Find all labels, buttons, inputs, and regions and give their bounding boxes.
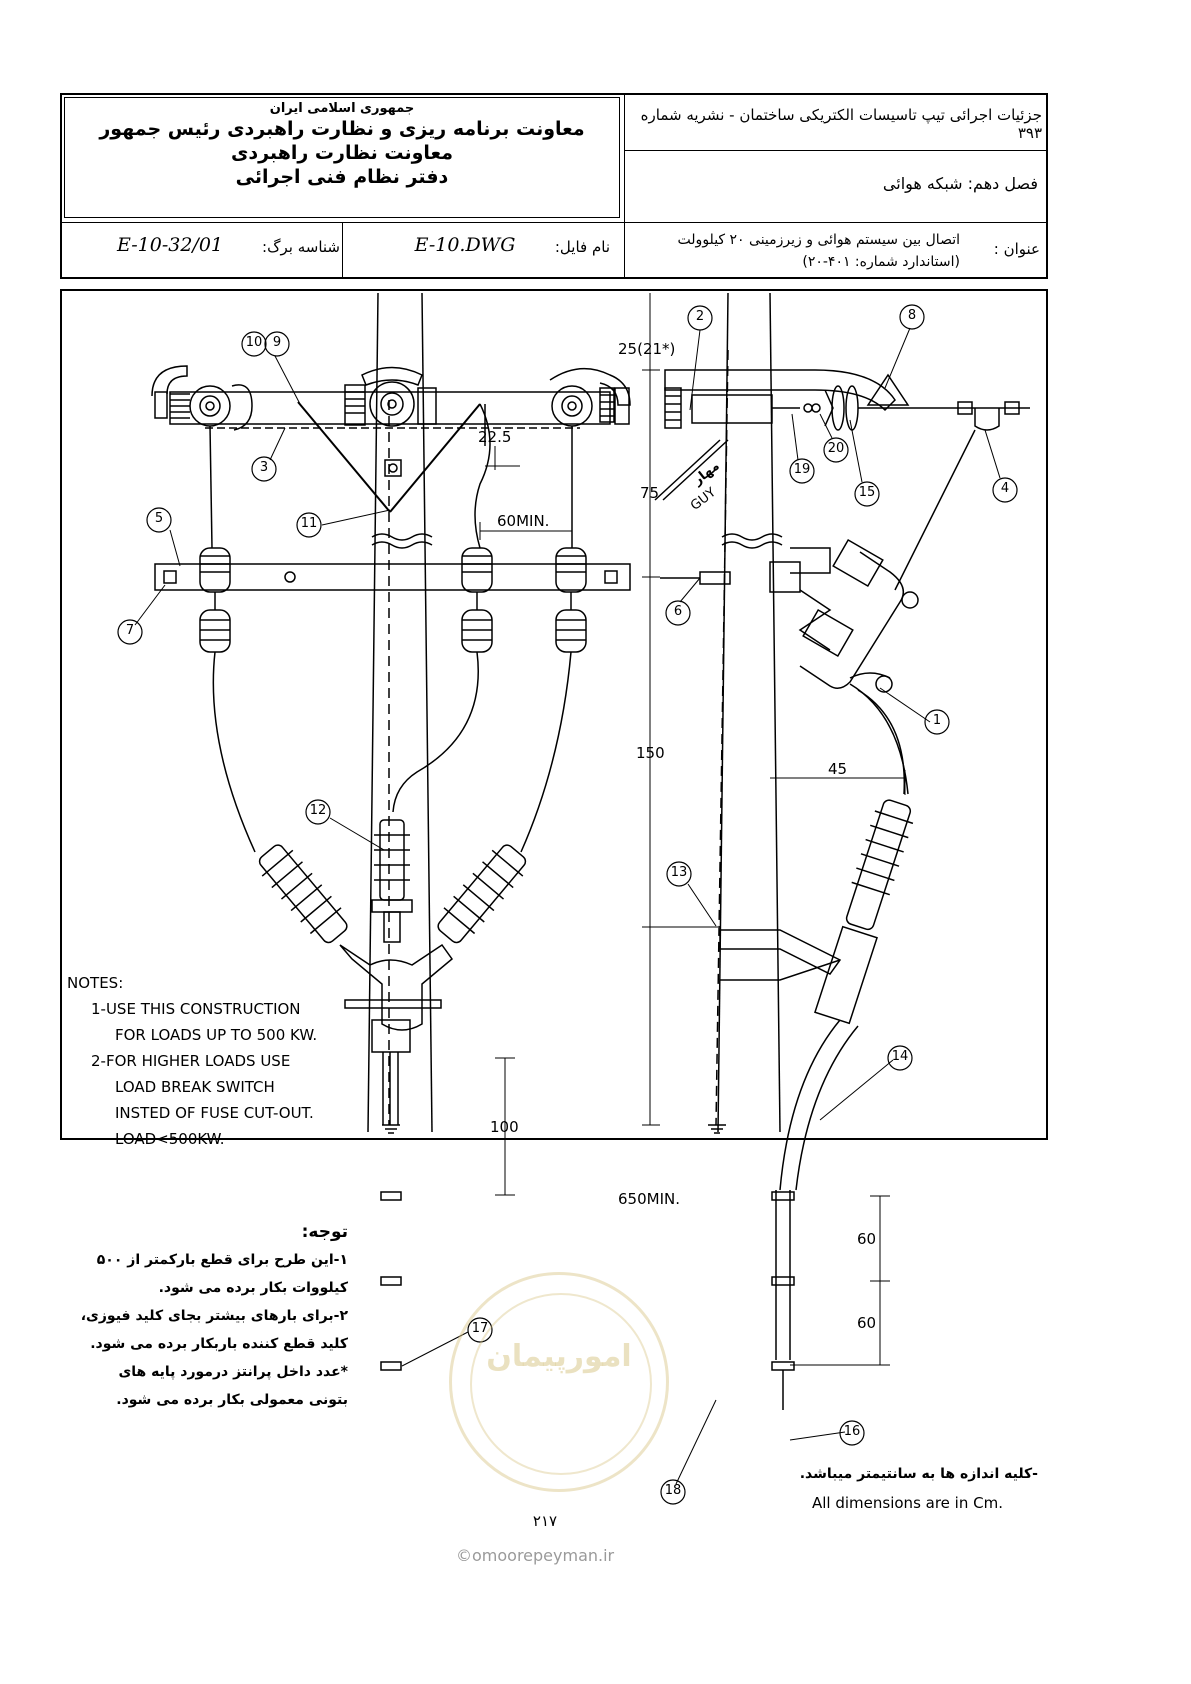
notes-fa-line-6: بتونی معمولی بکار برده می شود. (116, 1392, 348, 1408)
watermark-url-icon: © (456, 1546, 472, 1565)
callout-14: 14 (891, 1049, 909, 1064)
dim-60-a: 60 (857, 1230, 877, 1248)
callout-19: 19 (793, 462, 811, 477)
title-line-2: (استاندارد شماره: ۴۰۱-۲۰) (802, 254, 960, 270)
dim-75: 75 (640, 484, 660, 502)
callout-6: 6 (673, 604, 683, 619)
callout-7: 7 (125, 623, 135, 638)
sheet-value: E-10-32/01 (117, 234, 223, 256)
notes-en-line-2: FOR LOADS UP TO 500 KW. (115, 1026, 318, 1044)
callout-8: 8 (907, 308, 917, 323)
dim-150: 150 (636, 744, 665, 762)
callout-16: 16 (843, 1424, 861, 1439)
publication-title: جزئیات اجرائی تیپ تاسیسات الکتریکی ساختمان - نشریه شماره ۳۹۳ (640, 106, 1042, 142)
watermark-logo-text: امورپیمان (486, 1339, 632, 1374)
notes-en-heading: NOTES: (67, 974, 124, 992)
callout-15: 15 (858, 485, 876, 500)
callout-12: 12 (309, 803, 327, 818)
callout-1: 1 (932, 713, 942, 728)
file-value: E-10.DWG (414, 234, 516, 256)
right-top-assembly (655, 370, 1030, 500)
notes-fa (68, 1218, 348, 1414)
callout-11: 11 (300, 516, 318, 531)
callout-5: 5 (154, 511, 164, 526)
notes-en-line-1: 1-USE THIS CONSTRUCTION (91, 1000, 301, 1018)
callout-20: 20 (827, 441, 845, 456)
watermark-logo-ring (470, 1293, 652, 1475)
units-note-en: All dimensions are in Cm. (812, 1494, 1003, 1512)
right-cutout (660, 430, 975, 1410)
notes-en-line-3: 2-FOR HIGHER LOADS USE (91, 1052, 291, 1070)
callout-13: 13 (670, 865, 688, 880)
sheet-label: شناسه برگ: (262, 238, 340, 256)
dim-22-5: 22.5 (478, 428, 512, 446)
dim-25: 25(21*) (618, 340, 676, 358)
file-label: نام فایل: (554, 238, 610, 256)
dim-60-b: 60 (857, 1314, 877, 1332)
org-line-3: معاونت نظارت راهبردی (230, 142, 454, 164)
org-line-2: معاونت برنامه ریزی و نظارت راهبردی رئیس جمهور (99, 118, 585, 140)
chapter-title: فصل دهم: شبکه هوائی (882, 174, 1038, 193)
notes-en-line-6: LOAD<500KW. (115, 1130, 225, 1148)
notes-en (67, 970, 317, 1152)
callout-9: 9 (272, 335, 282, 350)
watermark-url (456, 1546, 614, 1565)
guy-label: GUY (688, 485, 719, 514)
right-pole (708, 293, 782, 1133)
dim-60min: 60MIN. (497, 512, 550, 530)
dim-650min: 650MIN. (618, 1190, 680, 1208)
callout-3: 3 (259, 460, 269, 475)
notes-fa-line-2: کیلووات بکار برده می شود. (158, 1280, 348, 1296)
callout-10: 10 (245, 335, 263, 350)
notes-fa-line-4: کلید قطع کننده باربکار برده می شود. (90, 1336, 348, 1352)
watermark-url-text: omoorepeyman.ir (472, 1546, 615, 1565)
callout-18: 18 (664, 1483, 682, 1498)
top-insulator-left (152, 366, 252, 430)
page-number: ۲۱۷ (532, 1512, 558, 1530)
watermark-logo (449, 1272, 669, 1492)
notes-fa-line-1: ۱-این طرح برای قطع بارکمتر از ۵۰۰ (96, 1252, 348, 1268)
callout-17: 17 (471, 1321, 489, 1336)
units-note-fa: -کلیه اندازه ها به سانتیمتر میباشد. (799, 1466, 1038, 1482)
notes-en-line-5: INSTED OF FUSE CUT-OUT. (115, 1104, 314, 1122)
notes-fa-line-5: *عدد داخل پرانتز درمورد پایه های (118, 1364, 348, 1380)
callout-2: 2 (695, 309, 705, 324)
org-line-1: جمهوری اسلامی ایران (269, 101, 415, 116)
left-crossarm-lower (155, 404, 630, 652)
notes-fa-heading: توجه: (301, 1222, 348, 1242)
title-label: عنوان : (993, 240, 1040, 258)
notes-en-line-4: LOAD BREAK SWITCH (115, 1078, 275, 1096)
org-line-4: دفتر نظام فنی اجرائی (235, 166, 449, 188)
title-line-1: اتصال بین سیستم هوائی و زیرزمینی ۲۰ کیلوولت (677, 232, 960, 248)
top-insulator-right (550, 369, 630, 426)
dim-100: 100 (490, 1118, 519, 1136)
callout-4: 4 (1000, 481, 1010, 496)
left-crossarm-top (152, 366, 630, 512)
dim-45: 45 (828, 760, 848, 778)
notes-fa-line-3: ۲-برای بارهای بیشتر بجای کلید فیوزی، (80, 1308, 348, 1324)
guy-label-fa: مهار (690, 458, 723, 489)
